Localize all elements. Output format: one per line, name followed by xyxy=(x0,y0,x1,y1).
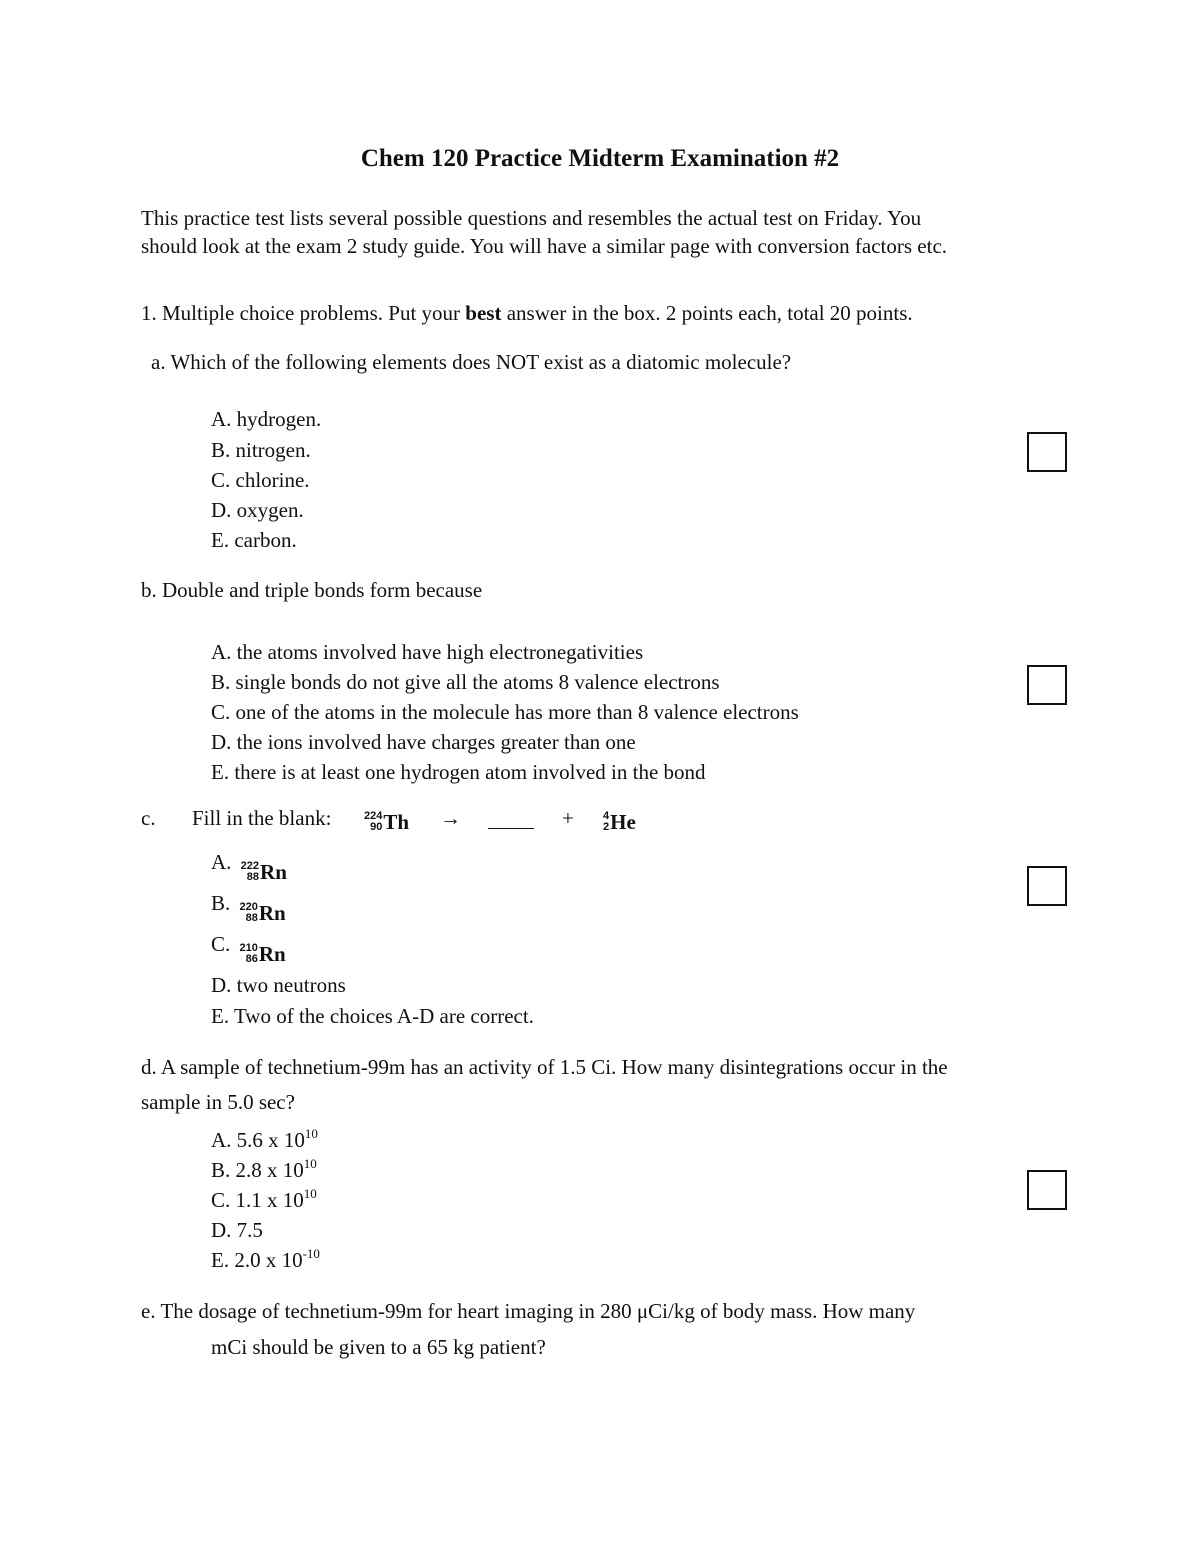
question-c-choice: E. Two of the choices A-D are correct. xyxy=(211,1004,534,1028)
choice-atomic-number: 88 xyxy=(245,912,258,924)
question-b-choice: A. the atoms involved have high electronegativities xyxy=(211,640,644,664)
question-a-choice: C. chlorine. xyxy=(211,468,310,492)
choice-base: A. 5.6 x 10 xyxy=(211,1128,305,1152)
question-b-choice: C. one of the atoms in the molecule has more than 8 valence electrons xyxy=(211,700,799,724)
question-e-line-1: e. The dosage of technetium-99m for heart imaging in 280 μCi/kg of body mass. How many xyxy=(141,1299,916,1323)
choice-base: C. 1.1 x 10 xyxy=(211,1188,304,1212)
reaction-plus: + xyxy=(562,806,574,830)
question-b-choice: E. there is at least one hydrogen atom involved in the bond xyxy=(211,760,706,784)
reactant-nuclide xyxy=(364,802,409,833)
choice-exponent: -10 xyxy=(302,1246,320,1261)
intro-line-2: should look at the exam 2 study guide. You will have a similar page with conversion factors etc. xyxy=(141,234,948,258)
product-mass-number: 4 xyxy=(603,810,610,822)
question-c-choice: D. two neutrons xyxy=(211,973,346,997)
product-atomic-number: 2 xyxy=(603,821,610,833)
question-c-label: c. xyxy=(141,806,156,830)
product-symbol: He xyxy=(610,809,636,834)
question-d-choice xyxy=(211,1126,318,1152)
answer-box-b[interactable] xyxy=(1027,665,1067,705)
section-1-bold-word: best xyxy=(465,301,502,325)
question-b-choice: D. the ions involved have charges greater than one xyxy=(211,730,636,754)
choice-exponent: 10 xyxy=(303,1186,317,1201)
choice-mass-number: 222 xyxy=(240,860,260,872)
choice-atomic-number: 86 xyxy=(245,953,258,965)
section-1-instructions xyxy=(141,303,913,324)
choice-base: B. 2.8 x 10 xyxy=(211,1158,304,1182)
intro-line-1: This practice test lists several possible questions and resembles the actual test on Friday. You xyxy=(141,206,922,230)
choice-mass-number: 220 xyxy=(239,901,258,913)
reaction-blank xyxy=(488,812,534,833)
question-b-choice: B. single bonds do not give all the atoms 8 valence electrons xyxy=(211,670,720,694)
question-b-prompt: b. Double and triple bonds form because xyxy=(141,578,483,602)
reactant-atomic-number: 90 xyxy=(370,821,383,833)
choice-symbol: Rn xyxy=(258,941,286,966)
question-e-line-2: mCi should be given to a 65 kg patient? xyxy=(211,1335,546,1359)
choice-mass-number: 210 xyxy=(239,942,258,954)
question-a-choice: E. carbon. xyxy=(211,528,297,552)
reactant-symbol: Th xyxy=(383,809,410,834)
choice-label: C. xyxy=(211,932,231,956)
question-d-line-2: sample in 5.0 sec? xyxy=(141,1090,295,1114)
question-d-choice xyxy=(211,1156,317,1182)
choice-base: E. 2.0 x 10 xyxy=(211,1248,303,1272)
choice-exponent: 10 xyxy=(303,1156,317,1171)
question-d-choice xyxy=(211,1186,317,1212)
question-c-choice xyxy=(211,852,287,883)
question-a-choice: B. nitrogen. xyxy=(211,438,311,462)
question-d-choice xyxy=(211,1220,263,1241)
choice-symbol: Rn xyxy=(258,900,286,925)
question-c-choice xyxy=(211,893,286,924)
question-a-choice: A. hydrogen. xyxy=(211,407,322,431)
answer-box-c[interactable] xyxy=(1027,866,1067,906)
choice-atomic-number: 88 xyxy=(246,871,260,883)
reaction-arrow: → xyxy=(440,806,461,830)
product-nuclide xyxy=(603,802,636,833)
question-d-choice xyxy=(211,1246,320,1272)
choice-symbol: Rn xyxy=(260,859,287,884)
answer-box-d[interactable] xyxy=(1027,1170,1067,1210)
choice-label: A. xyxy=(211,850,232,874)
page-title: Chem 120 Practice Midterm Examination #2 xyxy=(360,145,840,172)
choice-exponent: 10 xyxy=(304,1126,318,1141)
question-d-line-1: d. A sample of technetium-99m has an activity of 1.5 Ci. How many disintegrations occur in the xyxy=(141,1055,948,1079)
section-1-prefix: 1. Multiple choice problems. Put your xyxy=(141,301,466,325)
reactant-mass-number: 224 xyxy=(364,810,383,822)
section-1-suffix: answer in the box. 2 points each, total 20 points. xyxy=(501,301,913,325)
choice-label: B. xyxy=(211,891,231,915)
question-a-prompt: a. Which of the following elements does NOT exist as a diatomic molecule? xyxy=(151,350,792,374)
question-a-choice: D. oxygen. xyxy=(211,498,304,522)
answer-box-a[interactable] xyxy=(1027,432,1067,472)
choice-base: D. 7.5 xyxy=(211,1218,263,1242)
question-c-prompt: Fill in the blank: xyxy=(192,806,332,830)
question-c-choice xyxy=(211,934,286,965)
